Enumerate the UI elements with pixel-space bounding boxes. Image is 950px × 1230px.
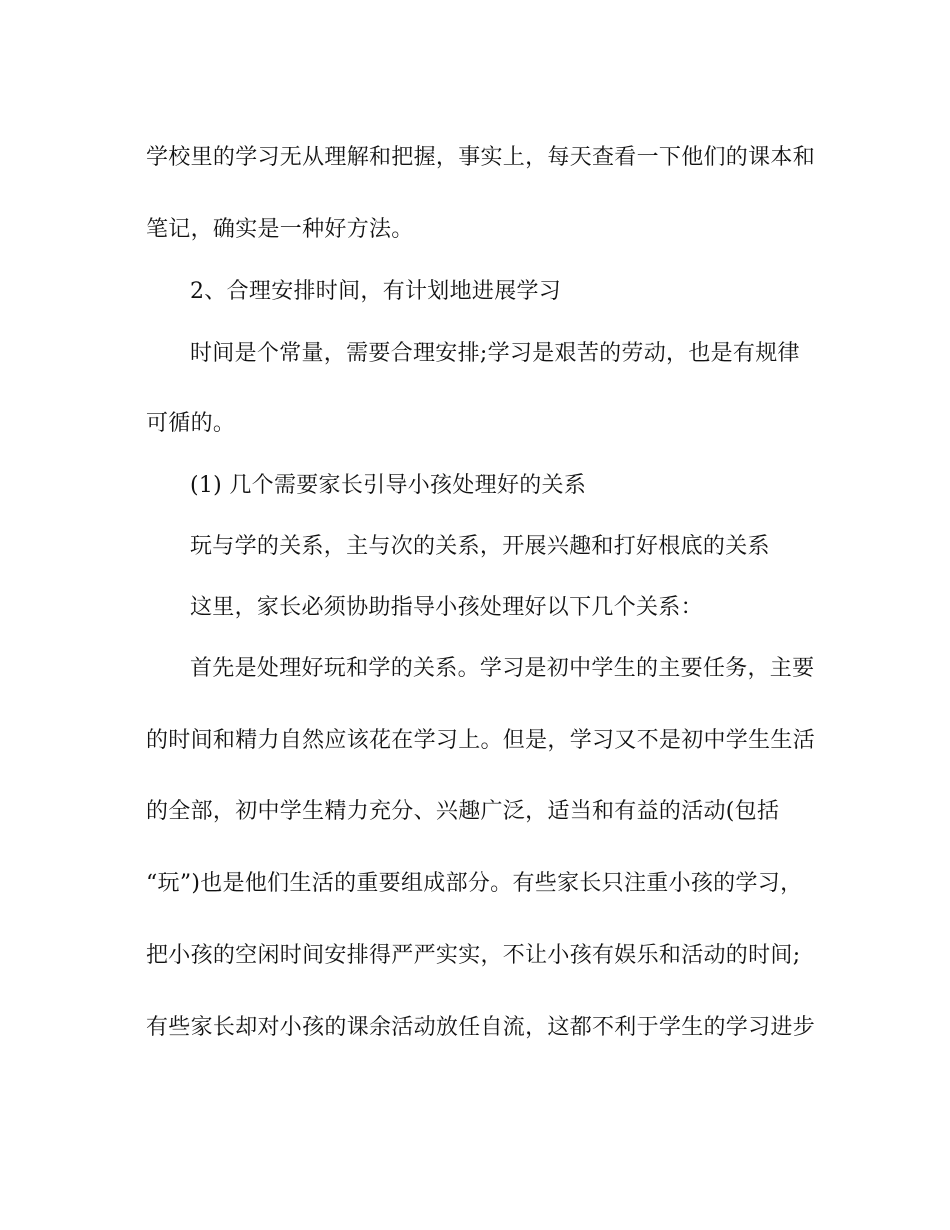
- paragraph-line: 的时间和精力自然应该花在学习上。但是，学习又不是初中学生生活: [146, 728, 816, 753]
- paragraph-line: 这里，家长必须协助指导小孩处理好以下几个关系：: [190, 595, 703, 620]
- paragraph-line: 有些家长却对小孩的课余活动放任自流，这都不利于学生的学习进步: [146, 1015, 816, 1040]
- subsection-heading: (1) 几个需要家长引导小孩处理好的关系: [190, 473, 587, 498]
- paragraph-line: 首先是处理好玩和学的关系。学习是初中学生的主要任务，主要: [190, 656, 815, 681]
- paragraph-line: “玩”)也是他们生活的重要组成部分。有些家长只注重小孩的学习，: [146, 871, 803, 896]
- paragraph-line: 时间是个常量，需要合理安排;学习是艰苦的劳动，也是有规律: [190, 341, 800, 366]
- section-heading: 2、合理安排时间，有计划地进展学习: [190, 279, 562, 304]
- paragraph-line: 学校里的学习无从理解和把握，事实上，每天查看一下他们的课本和: [146, 145, 816, 170]
- paragraph-line: 可循的。: [146, 411, 236, 436]
- paragraph-line: 玩与学的关系，主与次的关系，开展兴趣和打好根底的关系: [190, 534, 770, 559]
- paragraph-line: 把小孩的空闲时间安排得严严实实，不让小孩有娱乐和活动的时间;: [146, 943, 801, 968]
- paragraph-line: 笔记，确实是一种好方法。: [146, 217, 414, 242]
- paragraph-line: 的全部，初中学生精力充分、兴趣广泛，适当和有益的活动(包括: [146, 799, 780, 824]
